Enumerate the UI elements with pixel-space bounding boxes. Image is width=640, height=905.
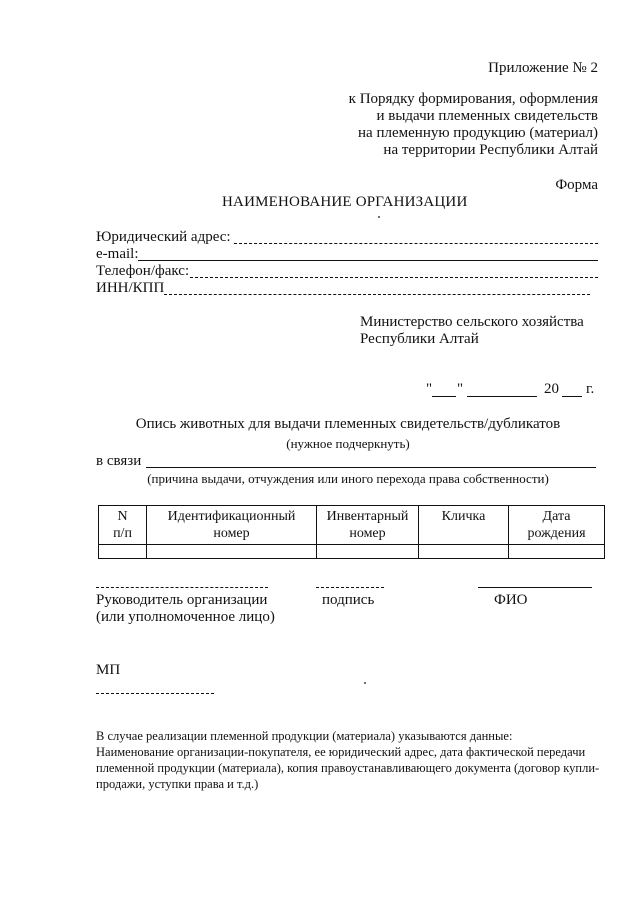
signature-line[interactable] bbox=[316, 587, 384, 588]
date-quote-open: " bbox=[426, 381, 433, 397]
inventory-title: Опись животных для выдачи племенных свидетельств/дубликатов bbox=[135, 416, 561, 432]
cell-inventory-number[interactable] bbox=[317, 545, 419, 559]
date-year-field[interactable] bbox=[562, 396, 582, 397]
header-inv-l2: номер bbox=[349, 526, 386, 541]
stamp-line bbox=[96, 693, 214, 694]
date-quote-close: " bbox=[457, 381, 464, 397]
header-birth-l2: рождения bbox=[527, 526, 586, 541]
appendix-line-4: на территории Республики Алтай bbox=[383, 142, 598, 158]
header-number bbox=[99, 506, 147, 545]
head-label-line-2: (или уполномоченное лицо) bbox=[96, 609, 275, 625]
header-birth-l1: Дата bbox=[542, 509, 571, 524]
reason-hint: (причина выдачи, отчуждения или иного перехода права собственности) bbox=[147, 471, 549, 486]
scan-dot bbox=[364, 682, 366, 684]
date-month-field[interactable] bbox=[467, 396, 537, 397]
inn-kpp-field[interactable] bbox=[164, 294, 590, 295]
header-id-number bbox=[147, 506, 317, 545]
footnote-line-1: В случае реализации племенной продукции (материала) указываются данные: bbox=[96, 729, 513, 743]
phone-fax-label: Телефон/факс: bbox=[96, 263, 190, 279]
table-row bbox=[99, 545, 605, 559]
date-day-field[interactable] bbox=[432, 396, 456, 397]
header-nickname bbox=[419, 506, 509, 545]
legal-address-field[interactable] bbox=[234, 243, 598, 244]
recipient-line-1: Министерство сельского хозяйства bbox=[360, 314, 584, 330]
legal-address-label: Юридический адрес: bbox=[96, 229, 231, 245]
recipient-line-2: Республики Алтай bbox=[360, 331, 479, 347]
table-header-row bbox=[99, 506, 605, 545]
header-number-l2: п/п bbox=[113, 526, 132, 541]
footnote-line-2: Наименование организации-покупателя, ее юридический адрес, дата фактической передачи племенной продукции (материала), копия правоустанавливающего документа (договор купли-продажи, уступки права и т.д.) bbox=[96, 745, 600, 791]
form-label: Форма bbox=[555, 177, 598, 193]
header-id-l2: номер bbox=[213, 526, 250, 541]
fio-line[interactable] bbox=[478, 587, 592, 588]
email-label: e-mail: bbox=[96, 246, 139, 262]
scan-dot bbox=[378, 216, 380, 218]
head-signature-line[interactable] bbox=[96, 587, 268, 588]
inn-kpp-label: ИНН/КПП bbox=[96, 280, 165, 296]
email-field[interactable] bbox=[138, 260, 598, 261]
cell-birth-date[interactable] bbox=[509, 545, 605, 559]
inventory-table bbox=[98, 505, 605, 559]
header-inv-l1: Инвентарный bbox=[326, 509, 409, 524]
appendix-line-2: и выдачи племенных свидетельств bbox=[376, 108, 598, 124]
phone-fax-field[interactable] bbox=[190, 277, 598, 278]
header-inventory-number bbox=[317, 506, 419, 545]
cell-id-number[interactable] bbox=[147, 545, 317, 559]
appendix-title: Приложение № 2 bbox=[488, 60, 598, 76]
head-label-line-1: Руководитель организации bbox=[96, 592, 268, 608]
header-number-l1: N bbox=[117, 509, 128, 524]
organization-name: НАИМЕНОВАНИЕ ОРГАНИЗАЦИИ bbox=[222, 194, 468, 210]
date-year-prefix: 20 bbox=[544, 381, 559, 397]
signature-label: подпись bbox=[322, 592, 375, 608]
appendix-line-3: на племенную продукцию (материал) bbox=[358, 125, 598, 141]
footnote bbox=[96, 728, 600, 792]
appendix-line-1: к Порядку формирования, оформления bbox=[348, 91, 598, 107]
reason-field[interactable] bbox=[146, 467, 596, 468]
header-birth-date bbox=[509, 506, 605, 545]
header-id-l1: Идентификационный bbox=[167, 509, 296, 524]
header-nickname-l1: Кличка bbox=[441, 509, 486, 524]
cell-number[interactable] bbox=[99, 545, 147, 559]
reason-label: в связи bbox=[96, 453, 142, 469]
inventory-note: (нужное подчеркнуть) bbox=[286, 436, 410, 451]
fio-label: ФИО bbox=[494, 592, 528, 608]
date-year-suffix: г. bbox=[586, 381, 595, 397]
stamp-label: МП bbox=[96, 662, 121, 678]
cell-nickname[interactable] bbox=[419, 545, 509, 559]
